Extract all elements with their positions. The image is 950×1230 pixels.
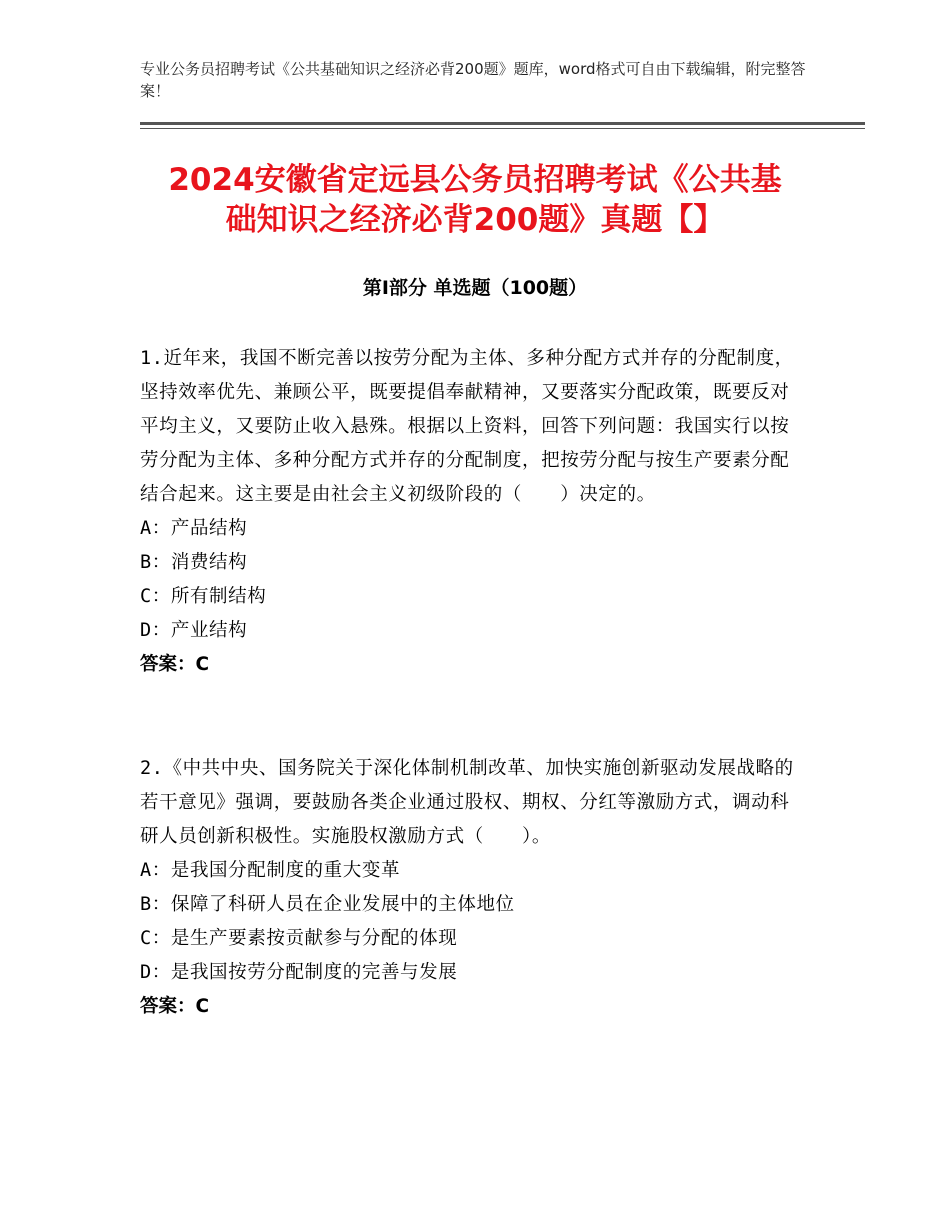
section-title: 第Ⅰ部分 单选题（100题） [362, 277, 588, 299]
document-title-line-1: 2024安徽省定远县公务员招聘考试《公共基 [168, 162, 782, 198]
option-c: C：是生产要素按贡献参与分配的体现 [140, 928, 458, 949]
option-d: D：是我国按劳分配制度的完善与发展 [140, 962, 458, 983]
option-b: B：消费结构 [140, 552, 248, 573]
document-title [110, 160, 840, 240]
option-a: A：产品结构 [140, 518, 248, 539]
header-rule [140, 122, 865, 125]
option-d: D：产业结构 [140, 620, 248, 641]
question-stem: 1.近年来，我国不断完善以按劳分配为主体、多种分配方式并存的分配制度，坚持效率优先、兼顾公平，既要提倡奉献精神，又要落实分配政策，既要反对平均主义，又要防止收入悬殊。根据以上资料，回答下列问题：我国实行以按劳分配为主体、多种分配方式并存的分配制度，把按劳分配与按生产要素分配结合起来。这主要是由社会主义初级阶段的（ ）决定的。 [140, 348, 794, 505]
question-1 [140, 342, 795, 682]
document-title-line-2: 础知识之经济必背200题》真题【】 [225, 202, 725, 238]
answer: 答案：C [140, 996, 210, 1017]
question-stem: 2.《中共中央、国务院关于深化体制机制改革、加快实施创新驱动发展战略的若干意见》强调，要鼓励各类企业通过股权、期权、分红等激励方式，调动科研人员创新积极性。实施股权激励方式（ ）。 [140, 758, 794, 847]
option-a: A：是我国分配制度的重大变革 [140, 860, 401, 881]
question-2 [140, 752, 795, 1024]
header-rule-thin [140, 128, 865, 129]
header-note: 专业公务员招聘考试《公共基础知识之经济必背200题》题库，word格式可自由下载编辑，附完整答案！ [140, 60, 806, 100]
option-b: B：保障了科研人员在企业发展中的主体地位 [140, 894, 515, 915]
answer: 答案：C [140, 654, 210, 675]
option-c: C：所有制结构 [140, 586, 267, 607]
